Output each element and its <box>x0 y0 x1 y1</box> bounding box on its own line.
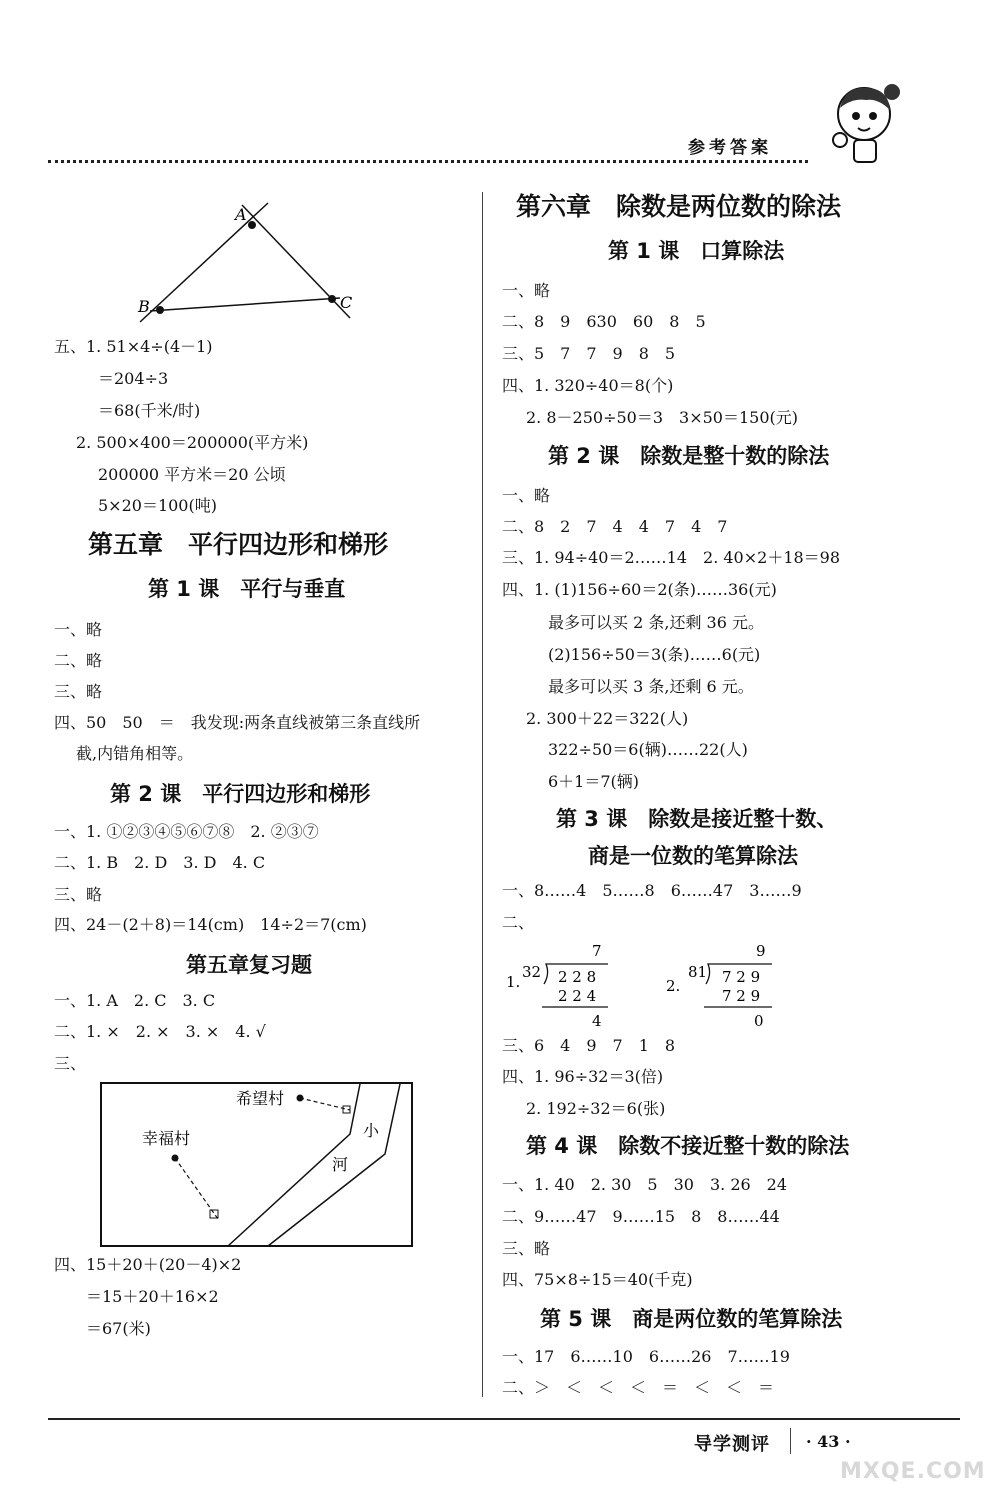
answer-line: 一、17 6……10 6……26 7……19 <box>502 1347 790 1366</box>
answer-line: 一、8……4 5……8 6……47 3……9 <box>502 881 802 900</box>
product: 2 2 4 <box>558 987 597 1005</box>
answer-line: 二、 <box>502 913 535 932</box>
triangle-figure <box>130 200 370 330</box>
review-title: 第五章复习题 <box>186 953 312 977</box>
answer-line: 一、略 <box>502 486 551 505</box>
answer-line: 二、＞ ＜ ＜ ＜ ＝ ＜ ＜ ＝ <box>502 1378 775 1397</box>
vertex-b-label: B <box>138 297 150 316</box>
watermark-text: MXQE.COM <box>840 1459 986 1484</box>
column-separator <box>482 192 483 1397</box>
remainder: 4 <box>592 1012 602 1030</box>
r-lesson1-title: 第 1 课 口算除法 <box>608 239 785 263</box>
division-number: 2. <box>666 977 681 995</box>
remainder: 0 <box>754 1012 764 1030</box>
answer-line: 截,内错角相等。 <box>76 744 194 763</box>
answer-line: 四、1. 96÷32＝3(倍) <box>502 1067 664 1086</box>
answer-line: 最多可以买 2 条,还剩 36 元。 <box>548 613 764 632</box>
r-lesson5-title: 第 5 课 商是两位数的笔算除法 <box>540 1307 843 1331</box>
answer-line: 二、略 <box>54 651 103 670</box>
answer-line: 三、 <box>54 1054 87 1073</box>
dividend: 7 2 9 <box>722 968 761 986</box>
q5-line: ＝68(千米/时) <box>98 401 201 420</box>
mascot-icon <box>826 78 906 168</box>
village-hope-label: 希望村 <box>236 1089 285 1108</box>
answer-line: 三、6 4 9 7 1 8 <box>502 1036 676 1055</box>
village-happy-label: 幸福村 <box>142 1129 191 1148</box>
q4-line: ＝67(米) <box>86 1319 151 1338</box>
page-number: · 43 · <box>806 1432 851 1451</box>
r-lesson2-title: 第 2 课 除数是整十数的除法 <box>548 444 830 468</box>
division-number: 1. <box>506 973 521 991</box>
river-map-figure <box>100 1082 414 1248</box>
q5-line: 5×20＝100(吨) <box>98 496 217 515</box>
r-lesson3-title-line1: 第 3 课 除数是接近整十数、 <box>556 807 838 831</box>
answer-line: 四、1. (1)156÷60＝2(条)……36(元) <box>502 580 777 599</box>
long-division-2 <box>664 940 794 1030</box>
answer-line: 三、略 <box>54 682 103 701</box>
q4-line: ＝15＋20＋16×2 <box>86 1287 219 1306</box>
footer-separator <box>790 1428 791 1454</box>
answer-line: 一、1. 40 2. 30 5 30 3. 26 24 <box>502 1175 788 1194</box>
long-division-1 <box>500 940 630 1030</box>
answer-line: 二、1. B 2. D 3. D 4. C <box>54 853 266 872</box>
answer-line: 最多可以买 3 条,还剩 6 元。 <box>548 677 754 696</box>
dividend: 2 2 8 <box>558 968 597 986</box>
divisor: 32 <box>522 963 542 981</box>
divisor: 81 <box>688 963 708 981</box>
footer-brand: 导学测评 <box>694 1434 770 1455</box>
r-lesson3-title-line2: 商是一位数的笔算除法 <box>588 844 798 868</box>
answer-line: 6＋1＝7(辆) <box>548 772 640 791</box>
q5-line: 200000 平方米＝20 公顷 <box>98 465 286 484</box>
answer-line: 一、1. A 2. C 3. C <box>54 991 216 1010</box>
answer-line: 四、75×8÷15＝40(千克) <box>502 1270 693 1289</box>
answer-line: 二、8 2 7 4 4 7 4 7 <box>502 517 728 536</box>
header-dotted-rule <box>48 160 808 163</box>
answer-line: 二、9……47 9……15 8 8……44 <box>502 1207 780 1226</box>
vertex-a-label: A <box>235 205 247 224</box>
answer-line: 四、1. 320÷40＝8(个) <box>502 376 674 395</box>
q5-line: 五、1. 51×4÷(4－1) <box>54 337 213 356</box>
q4-line: 四、15＋20＋(20－4)×2 <box>54 1255 242 1274</box>
lesson2-title: 第 2 课 平行四边形和梯形 <box>110 782 371 806</box>
answer-line: 二、1. × 2. × 3. × 4. √ <box>54 1022 266 1041</box>
answer-line: 三、1. 94÷40＝2……14 2. 40×2＋18＝98 <box>502 548 841 567</box>
answer-line: (2)156÷50＝3(条)……6(元) <box>548 645 761 664</box>
answer-line: 2. 300＋22＝322(人) <box>526 709 689 728</box>
answer-line: 三、略 <box>502 1239 551 1258</box>
q5-line: ＝204÷3 <box>98 369 169 388</box>
quotient: 7 <box>592 942 602 960</box>
river-label-river: 河 <box>332 1155 349 1174</box>
header-title: 参考答案 <box>688 138 772 158</box>
answer-line: 三、略 <box>54 885 103 904</box>
answer-line: 一、略 <box>502 281 551 300</box>
r-lesson4-title: 第 4 课 除数不接近整十数的除法 <box>526 1134 850 1158</box>
quotient: 9 <box>756 942 766 960</box>
product: 7 2 9 <box>722 987 761 1005</box>
lesson1-title: 第 1 课 平行与垂直 <box>148 577 346 601</box>
river-label-small: 小 <box>363 1121 380 1140</box>
answer-line: 二、8 9 630 60 8 5 <box>502 312 706 331</box>
answer-line: 322÷50＝6(辆)……22(人) <box>548 740 748 759</box>
answer-line: 2. 192÷32＝6(张) <box>526 1099 666 1118</box>
footer-rule <box>48 1418 960 1420</box>
vertex-c-label: C <box>340 293 353 312</box>
chapter6-title: 第六章 除数是两位数的除法 <box>516 192 842 221</box>
answer-line: 一、1. ①②③④⑤⑥⑦⑧ 2. ②③⑦ <box>54 822 319 841</box>
q5-line: 2. 500×400＝200000(平方米) <box>76 433 309 452</box>
chapter5-title: 第五章 平行四边形和梯形 <box>88 530 389 559</box>
answer-line: 四、50 50 ＝ 我发现:两条直线被第三条直线所 <box>54 713 421 732</box>
answer-line: 三、5 7 7 9 8 5 <box>502 344 676 363</box>
answer-line: 一、略 <box>54 620 103 639</box>
answer-line: 四、24－(2＋8)＝14(cm) 14÷2＝7(cm) <box>54 915 367 934</box>
answer-line: 2. 8－250÷50＝3 3×50＝150(元) <box>526 408 798 427</box>
